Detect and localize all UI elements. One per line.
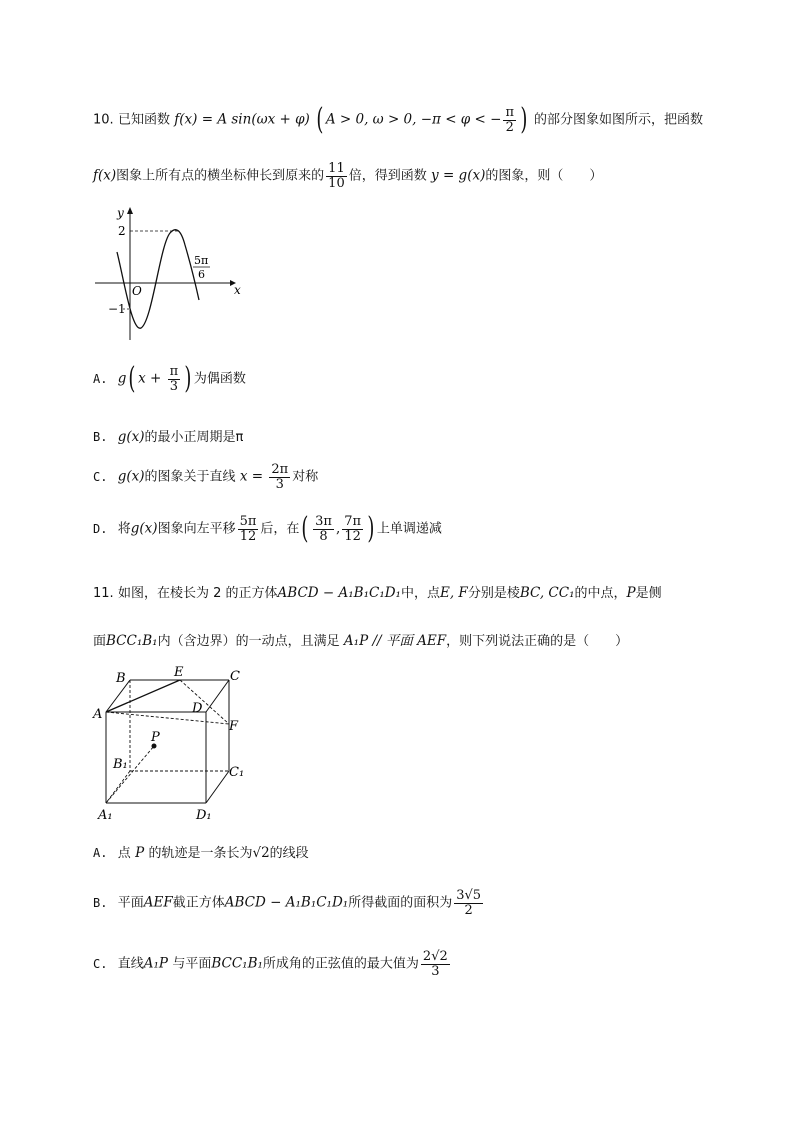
svg-text:B: B xyxy=(116,671,126,686)
y-max-label: 2 xyxy=(118,224,126,238)
svg-text:F: F xyxy=(229,719,239,734)
q10-option-c: C. g(x)的图象关于直线 x = $\frac{2\pi}{3}$ 对称 xyxy=(93,462,319,492)
q10-function: f(x) = A sin(ωx + φ) xyxy=(174,111,310,128)
q10-number: 10. xyxy=(93,112,114,128)
x-mark-num: 5π xyxy=(194,254,209,267)
svg-text:C: C xyxy=(230,669,240,684)
sine-curve xyxy=(117,230,199,329)
origin-label: O xyxy=(132,284,142,298)
y-axis-arrow xyxy=(127,207,133,214)
y-min-label: −1 xyxy=(108,302,126,316)
q10-option-b: B. g(x)的最小正周期是π xyxy=(93,429,244,445)
x-mark-den: 6 xyxy=(198,268,205,281)
line-af xyxy=(106,712,229,724)
q10-scale-frac: $\frac{11}{10}$ xyxy=(328,161,345,191)
svg-text:C₁: C₁ xyxy=(229,765,245,780)
q10-option-a: A. g( x + $\frac{\pi}{3}$ ) 为偶函数 xyxy=(93,361,246,396)
q11-option-a: A. 点 P 的轨迹是一条长为√2的线段 xyxy=(93,845,309,861)
line-ef xyxy=(180,680,229,724)
q11-cube-figure xyxy=(88,660,258,825)
svg-text:P: P xyxy=(151,730,160,745)
svg-text:A: A xyxy=(93,707,103,722)
svg-text:D: D xyxy=(192,701,203,716)
q10-condition: A > 0, ω > 0, −π < φ < − xyxy=(325,111,502,128)
q11-option-b: B. 平面AEF截正方体ABCD − A₁B₁C₁D₁所得截面的面积为 $\frac{3√5}{2}$ xyxy=(93,888,482,918)
q11-number: 11. xyxy=(93,586,114,601)
q11-option-c: C. 直线A₁P 与平面BCC₁B₁所成角的正弦值的最大值为 $\frac{2√2}{3}$ xyxy=(93,949,448,979)
q10-option-d: D. 将g(x)图象向左平移 $\frac{5\pi}{12}$ 后，在( $\frac{3\pi}{8}$ , $\frac{7\pi}{12}$ ) 上单调递减 xyxy=(93,511,442,546)
svg-text:A₁: A₁ xyxy=(98,808,113,823)
q10-cond-frac: $\frac{\pi}{2}$ xyxy=(505,104,515,135)
q11-stem-line1: 11. 如图，在棱长为 2 的正方体ABCD − A₁B₁C₁D₁中，点E, F分别是棱BC, CC₁的中点，P是侧 xyxy=(93,585,662,601)
y-axis-label: y xyxy=(117,206,124,220)
q10-stem-line1: 10. 已知函数 f(x) = A sin(ωx + φ) ( A > 0, ω > 0, −π < φ < − $\frac{\pi}{2}$ ) 的部分图象如图所示，把函数 xyxy=(93,102,704,137)
line-a1p xyxy=(106,746,154,803)
svg-text:B₁: B₁ xyxy=(113,757,128,772)
svg-text:D₁: D₁ xyxy=(196,808,212,823)
q10-graph xyxy=(90,200,240,345)
q11-stem-line2: 面BCC₁B₁内（含边界）的一动点，且满足 A₁P // 平面 AEF，则下列说法正确的是（ ） xyxy=(93,633,629,649)
q10-stem-line2: f(x)图象上所有点的横坐标伸长到原来的 $\frac{11}{10}$ 倍，得到函数 y = g(x)的图象，则（ ） xyxy=(93,161,603,191)
x-axis-label: x xyxy=(234,283,241,297)
svg-text:E: E xyxy=(174,665,184,680)
